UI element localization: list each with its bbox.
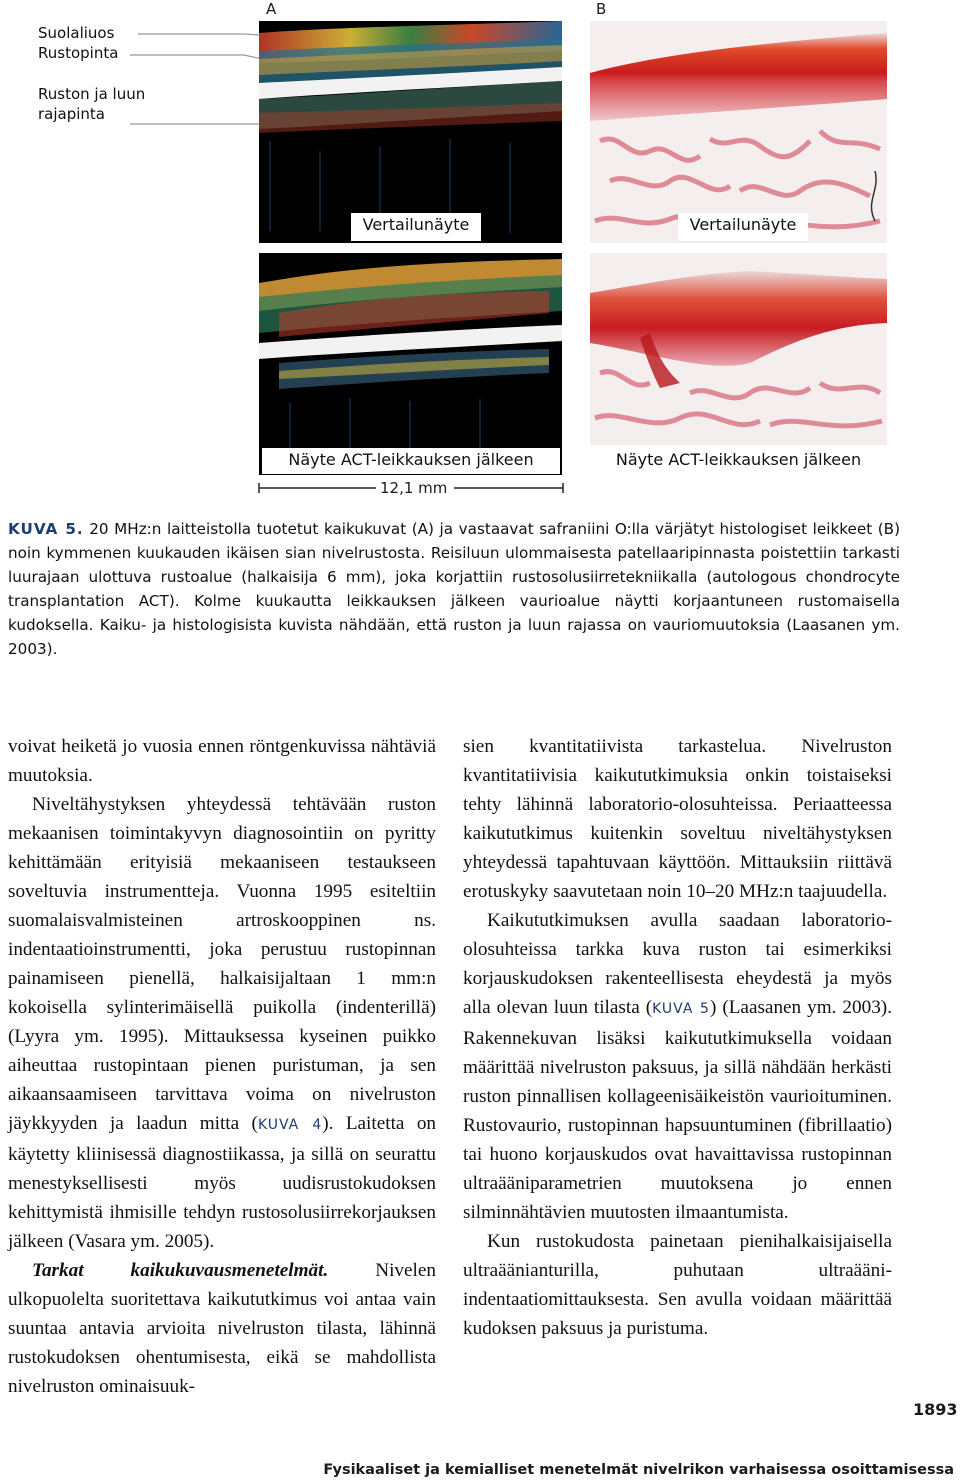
- right-paragraph-2-text-a: Kaikututkimuksen avulla saadaan laboratorio-olosuhteissa tarkka kuva ruston tai esimerkiksi korjauskudoksen rakenteellisesta eheydestä ja myös alla olevan luun tilasta (: [463, 910, 892, 1018]
- ultrasound-image-control: [259, 21, 562, 243]
- caption-vertailu-b: Vertailunäyte: [678, 213, 808, 241]
- ultrasound-image-act: [259, 253, 562, 475]
- panel-a-letter: A: [266, 0, 277, 18]
- histology-image-control: [590, 21, 887, 243]
- caption-act-a: Näyte ACT-leikkauksen jälkeen: [262, 448, 560, 474]
- label-rajapinta-line1: Ruston ja luun: [38, 85, 146, 103]
- caption-vertailu-a: Vertailunäyte: [351, 213, 481, 241]
- label-rustopinta: Rustopinta: [38, 44, 119, 62]
- right-paragraph-3: Kun rustokudosta painetaan pienihalkaisijaisella ultraäänianturilla, puhutaan ultraääni-indentaatiomittauksesta. Sen avulla voidaan määrittää kudoksen paksuus ja puristuma.: [463, 1231, 892, 1339]
- label-leader-lines: [0, 0, 290, 140]
- left-column: [8, 732, 436, 1401]
- right-paragraph-2-text-b: ) (Laasanen ym. 2003). Rakennekuvan lisäksi kaikututkimuksella voidaan määrittää nivelruston paksuus, ja sillä nähdään herkästi ruston pinnallisen kollageenisäikeistön vaurioituminen. Rustovaurio, rustopinnan hapsuuntuminen (fibrillaatio) tai huono korjauskudos ovat havaittavissa rustopinnan ultraääniparametrien muutoksena jo ennen silminnähtävien muutosten ilmaantumista.: [463, 997, 892, 1223]
- running-footer: Fysikaaliset ja kemialliset menetelmät nivelrikon varhaisessa osoittamisessa: [323, 1462, 954, 1478]
- figure-ref-kuva-4[interactable]: KUVA 4: [257, 1117, 323, 1133]
- page-number: 1893: [913, 1400, 958, 1419]
- caption-text: 20 MHz:n laitteistolla tuotetut kaikukuvat (A) ja vastaavat safraniini O:lla värjätyt histologiset leikkeet (B) noin kymmenen kuukauden ikäisen sian nivelrustosta. Reisiluun ulommaisesta patellaaripinnasta poistettiin tarkasti luurajaan ulottuva rustoalue (halkaisija 6 mm), joka korjattiin rustosolusiirretekniikalla (autologous chondrocyte transplantation ACT). Kolme kuukautta leikkauksen jälkeen vaurioalue näytti korjaantuneen rustomaisella kudoksella. Kaiku- ja histologisista kuvista nähdään, että ruston ja luun rajassa on vauriomuutoksia (Laasanen ym. 2003).: [8, 520, 901, 658]
- caption-act-b: Näyte ACT-leikkauksen jälkeen: [592, 448, 885, 474]
- left-paragraph-3: [8, 1256, 436, 1401]
- scale-bar-label: 12,1 mm: [380, 479, 448, 497]
- right-paragraph-2: [463, 906, 892, 1227]
- left-paragraph-2-text-b: ). Laitetta on käytetty kliinisessä diagnostiikassa, ja sillä on seurattu menestyksellisesti myös uudisrustokudoksen kehittymistä ihmisille tehdyn rustosolusiirrekorjauksen jälkeen (Vasara ym. 2005).: [8, 1113, 437, 1252]
- right-paragraph-1: sien kvantitatiivista tarkastelua. Nivelruston kvantitatiivisia kaikututkimuksia onkin toistaiseksi tehty lähinnä laboratorio-olosuhteissa. Periaatteessa kaikututkimus kuitenkin soveltuu niveltähystyksen yhteydessä tapahtuvaan käyttöön. Mittauksiin riittävä erotuskyky saavutetaan noin 10–20 MHz:n taajuudella.: [463, 736, 892, 902]
- right-column: [463, 732, 892, 1343]
- section-heading: Tarkat kaikukuvausmenetelmät.: [32, 1260, 329, 1281]
- panel-b-letter: B: [596, 0, 607, 18]
- left-paragraph-2-text-a: Niveltähystyksen yhteydessä tehtävään ruston mekaanisen toimintakyvyn diagnosointiin on pyritty kehittämään erityisiä mekaaniseen testaukseen soveltuvia instrumentteja. Vuonna 1995 esiteltiin suomalaisvalmisteinen artroskooppinen ns. indentaatioinstrumentti, joka perustuu rustopinnan painamiseen pienellä, halkaisijaltaan 1 mm:n kokoisella sylinterimäisellä puikolla (indenterillä) (Lyyra ym. 1995). Mittauksessa kyseinen puikko aiheuttaa rustopintaan pienen puristuman, ja sen aikaansaamiseen tarvittava voima on nivelruston jäykkyyden ja laadun mitta (: [8, 794, 436, 1134]
- caption-figure-number: KUVA 5.: [8, 520, 84, 538]
- label-suolaliuos: Suolaliuos: [38, 24, 115, 42]
- histology-image-act: [590, 253, 887, 445]
- figure-ref-kuva-5[interactable]: KUVA 5: [652, 1001, 710, 1017]
- left-paragraph-3-text: Nivelen ulkopuolelta suoritettava kaikututkimus voi antaa vain suuntaa antavia arvioita nivelruston tilasta, lähinnä rustokudoksen ohentumisesta, eikä se mahdollista nivelruston ominaisuuk-: [8, 1260, 436, 1397]
- figure-caption: [8, 517, 900, 661]
- left-paragraph-1: voivat heiketä jo vuosia ennen röntgenkuvissa nähtäviä muutoksia.: [8, 736, 436, 786]
- left-paragraph-2: [8, 790, 436, 1256]
- label-rajapinta-line2: rajapinta: [38, 105, 105, 123]
